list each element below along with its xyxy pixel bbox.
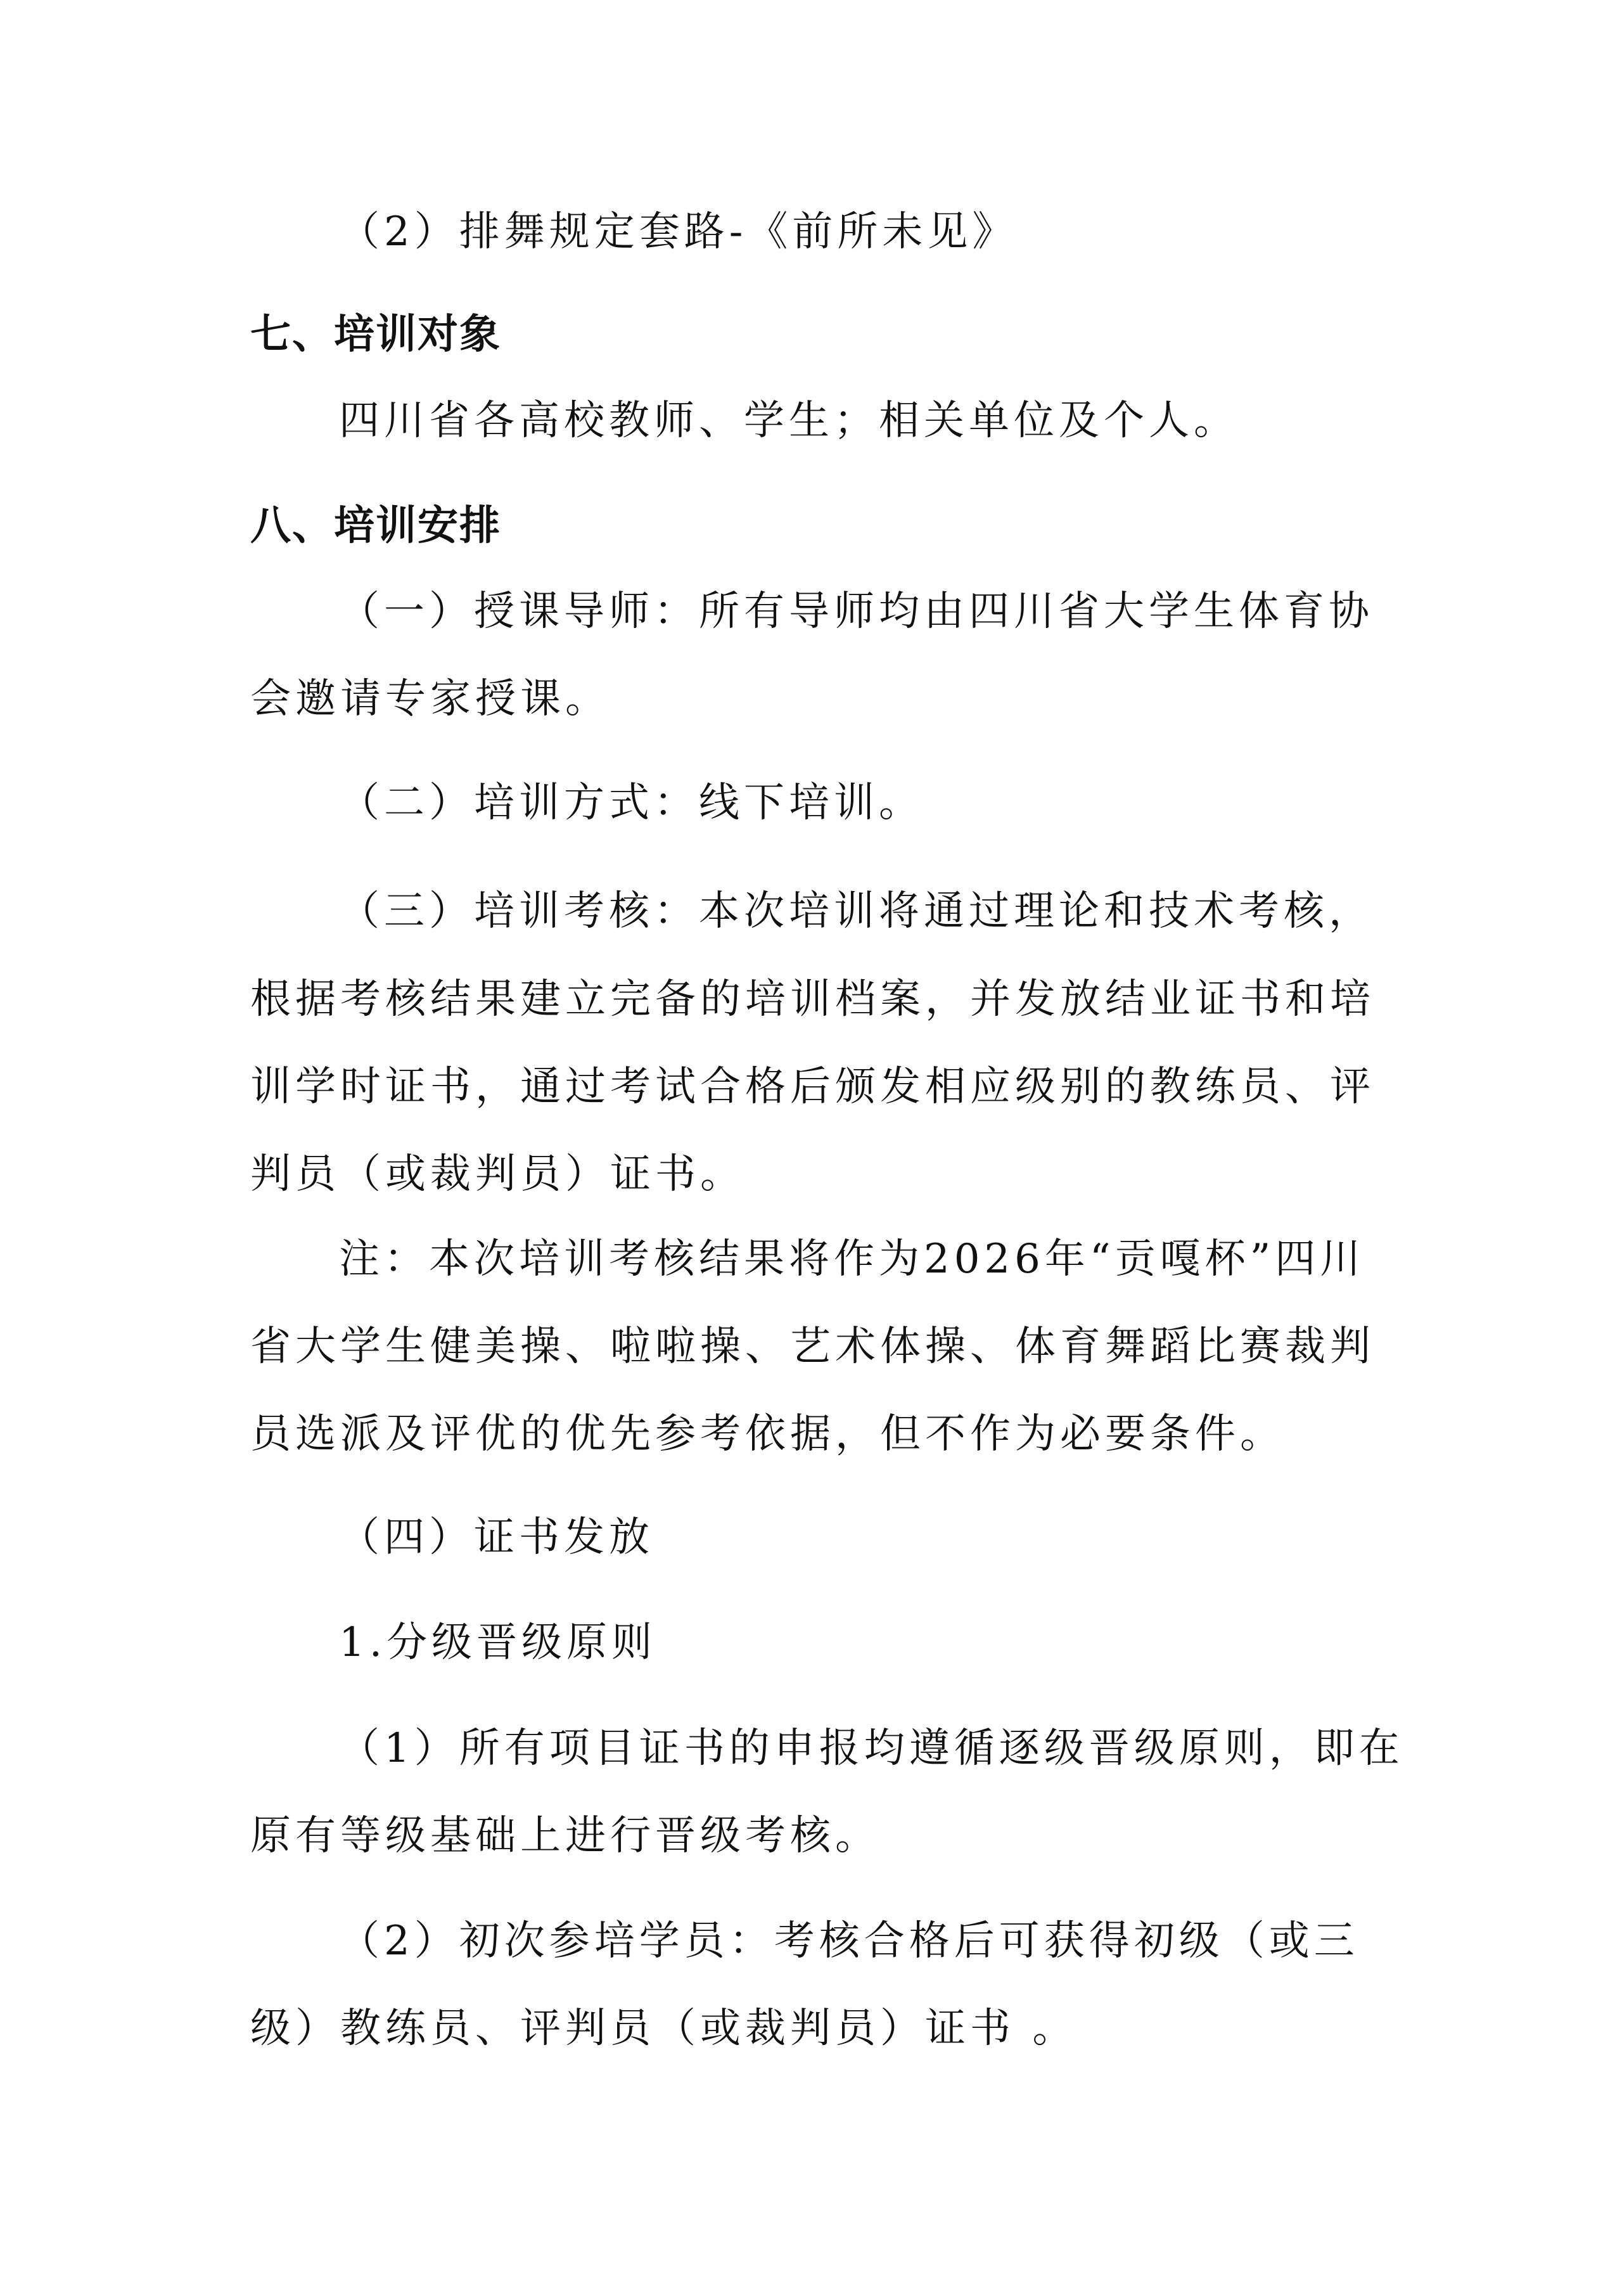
paragraph-assessment-line-2: 根据考核结果建立完备的培训档案，并发放结业证书和培 bbox=[250, 976, 1375, 1023]
note-line-2: 省大学生健美操、啦啦操、艺术体操、体育舞蹈比赛裁判 bbox=[250, 1323, 1375, 1370]
paragraph-training-target: 四川省各高校教师、学生；相关单位及个人。 bbox=[339, 397, 1239, 444]
paragraph-assessment-line-3: 训学时证书，通过考试合格后颁发相应级别的教练员、评 bbox=[250, 1063, 1375, 1110]
paragraph-rule-2-line-1: （2）初次参培学员：考核合格后可获得初级（或三 bbox=[339, 1918, 1359, 1965]
paragraph-rule-1-line-2: 原有等级基础上进行晋级考核。 bbox=[250, 1812, 880, 1859]
paragraph-grading-principle: 1.分级晋级原则 bbox=[339, 1619, 657, 1666]
paragraph-instructors-line-2: 会邀请专家授课。 bbox=[250, 676, 610, 722]
paragraph-rule-1-line-1: （1）所有项目证书的申报均遵循逐级晋级原则，即在 bbox=[339, 1725, 1404, 1772]
paragraph-instructors-line-1: （一）授课导师：所有导师均由四川省大学生体育协 bbox=[339, 588, 1374, 635]
paragraph-rule-2-line-2: 级）教练员、评判员（或裁判员）证书 。 bbox=[250, 2005, 1078, 2052]
list-item-routine: （2）排舞规定套路-《前所未见》 bbox=[339, 208, 1018, 255]
note-line-1: 注：本次培训考核结果将作为2026年“贡嘎杯”四川 bbox=[339, 1236, 1365, 1283]
section-heading-training-target: 七、培训对象 bbox=[250, 311, 501, 358]
paragraph-training-method: （二）培训方式：线下培训。 bbox=[339, 779, 924, 826]
paragraph-certificate-issuance: （四）证书发放 bbox=[339, 1514, 654, 1561]
section-heading-training-arrangement: 八、培训安排 bbox=[250, 503, 501, 549]
note-line-3: 员选派及评优的优先参考依据，但不作为必要条件。 bbox=[250, 1411, 1285, 1458]
paragraph-assessment-line-1: （三）培训考核：本次培训将通过理论和技术考核， bbox=[339, 888, 1374, 935]
paragraph-assessment-line-4: 判员（或裁判员）证书。 bbox=[250, 1151, 745, 1198]
